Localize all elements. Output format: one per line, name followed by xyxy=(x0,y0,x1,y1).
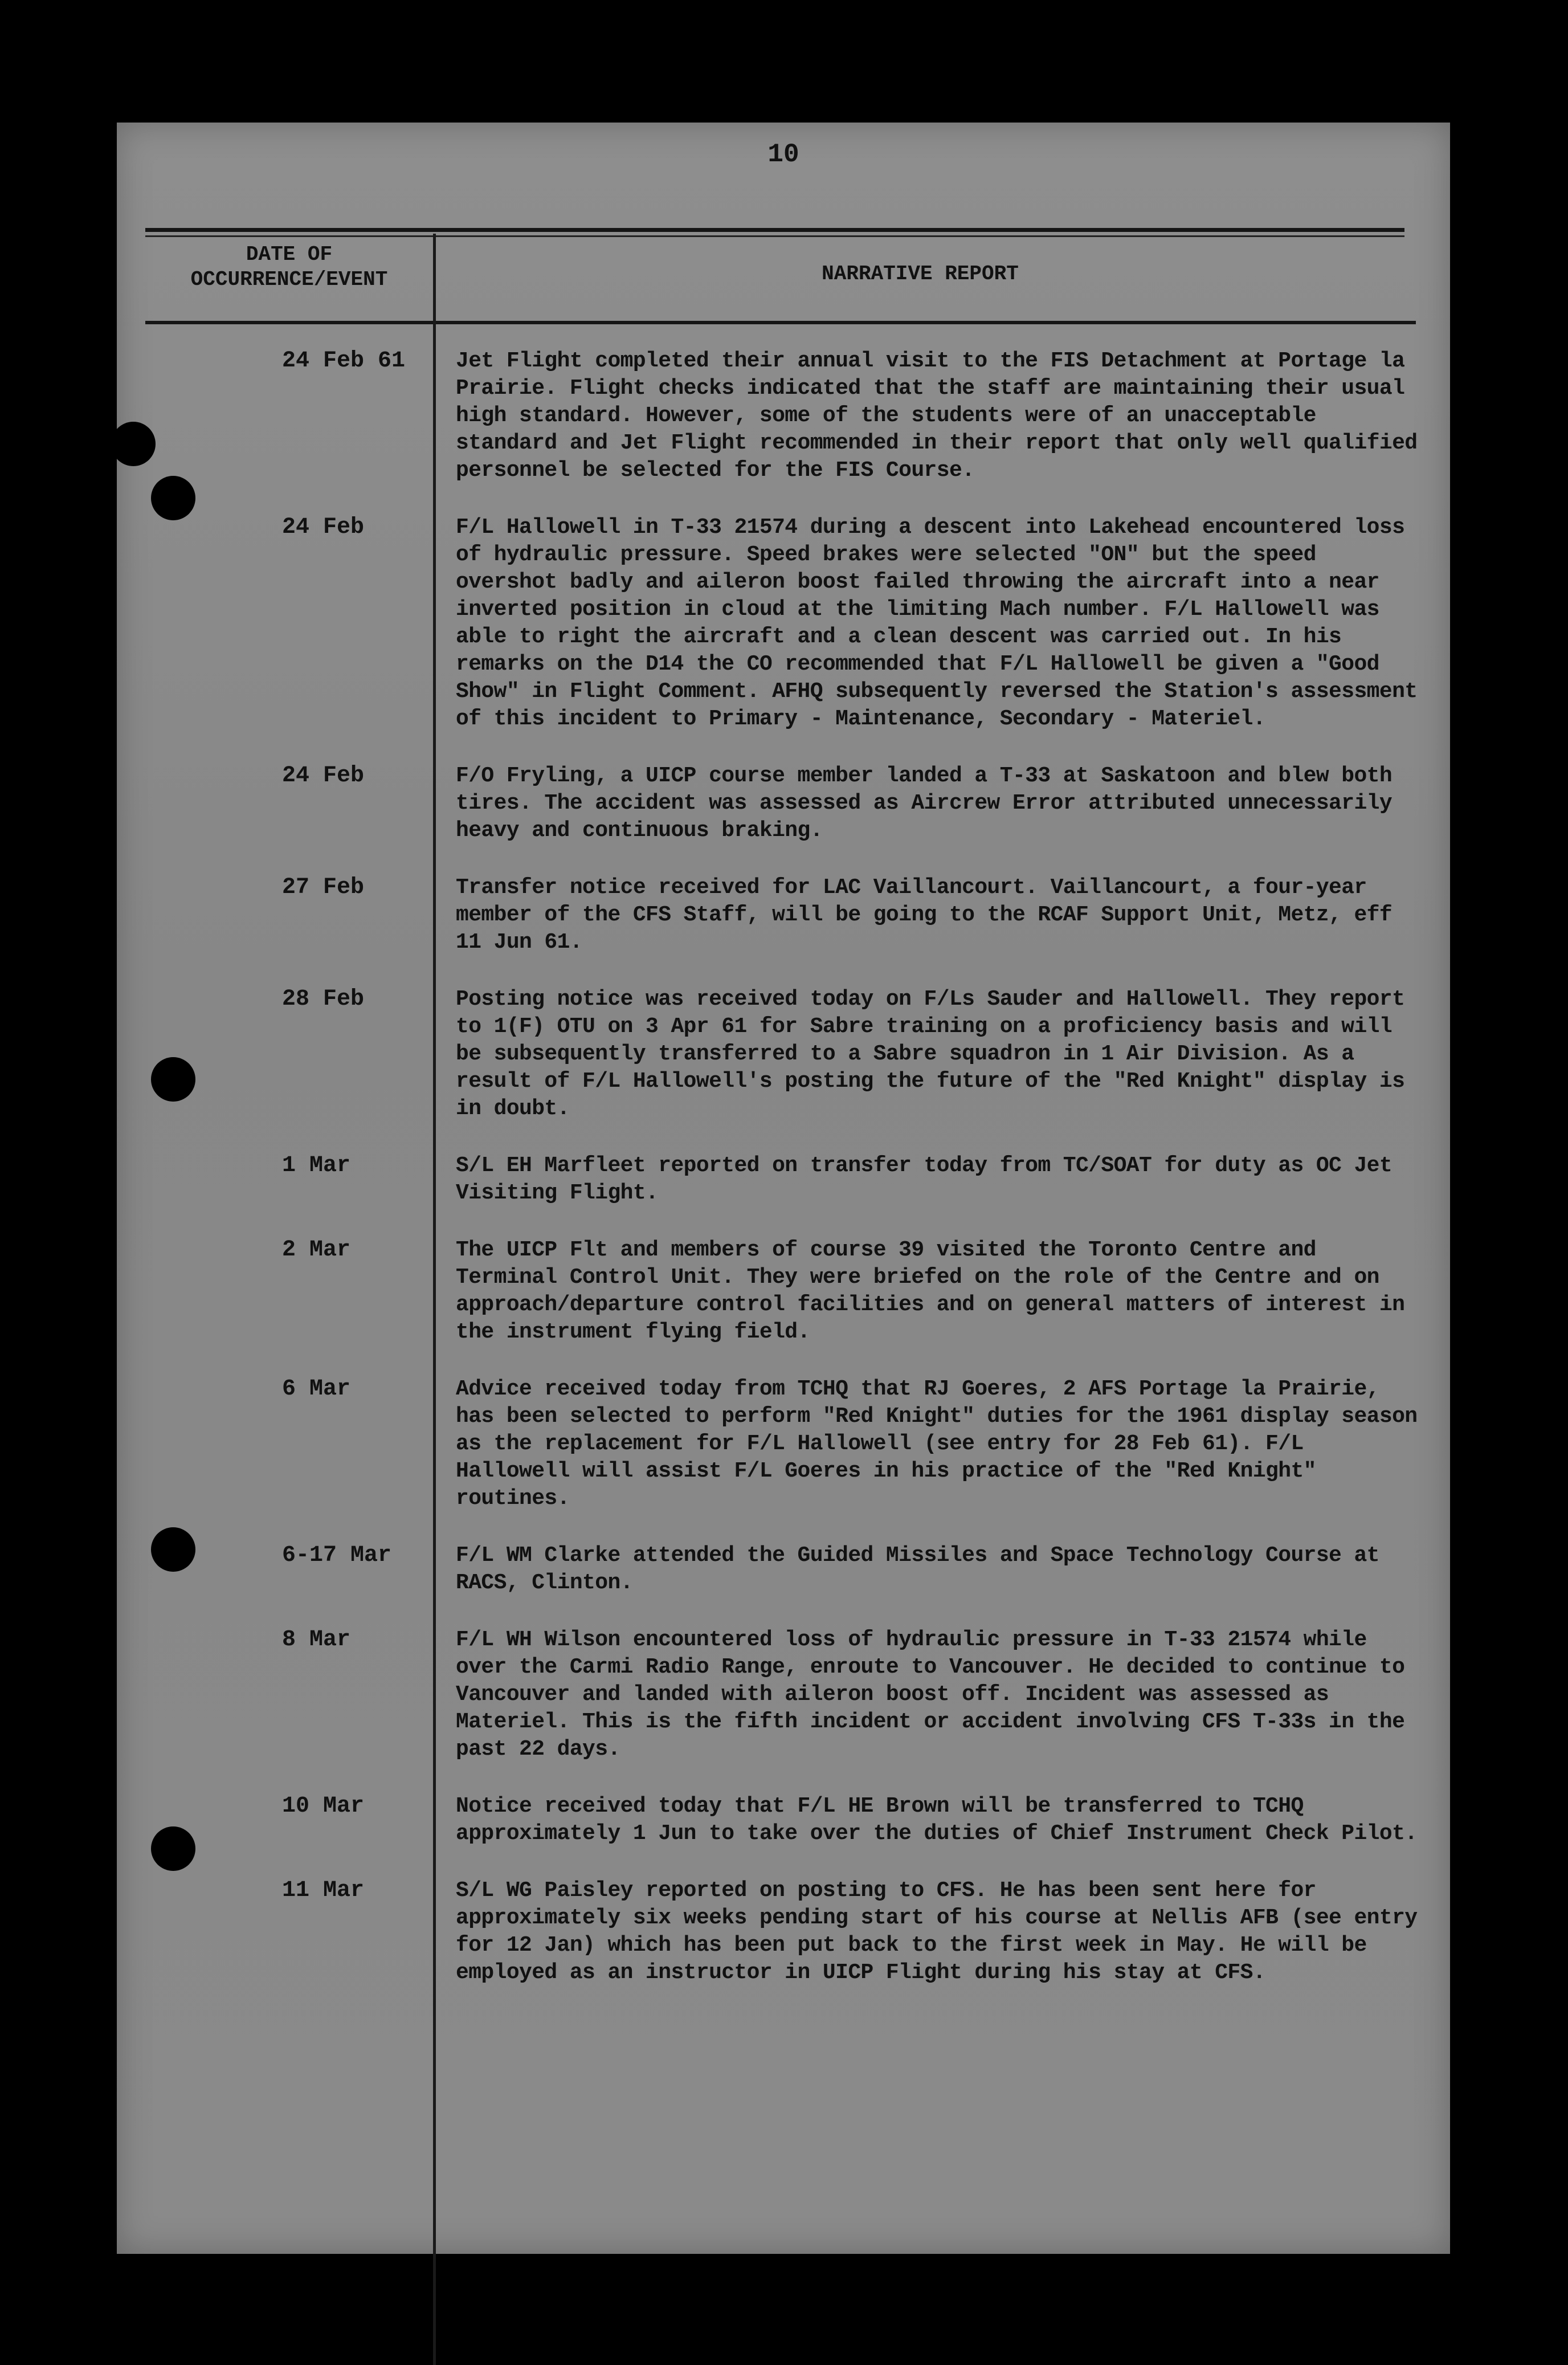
entry-text: S/L WG Paisley reported on posting to CFS. He has been sent here for approximately six weeks pending start of his course at Nellis AFB (see entry for 12 Jan) which has been put back to the first week in May. He will be employed as an instructor in UICP Flight during his stay at CFS. xyxy=(456,1878,1418,1985)
entry xyxy=(117,514,1450,733)
entry-date: 6 Mar xyxy=(282,1376,351,1402)
entry-text: Advice received today from TCHQ that RJ Goeres, 2 AFS Portage la Prairie, has been selected to perform "Red Knight" duties for the 1961 display season as the replacement for F/L Hallowell (see entry for 28 Feb 61). F/L Hallowell will assist F/L Goeres in his practice of the "Red Knight" routines. xyxy=(456,1377,1418,1511)
entry-date: 8 Mar xyxy=(282,1627,351,1653)
entry-text: Transfer notice received for LAC Vaillancourt. Vaillancourt, a four-year member of the CFS Staff, will be going to the RCAF Support Unit, Metz, eff 11 Jun 61. xyxy=(456,875,1393,955)
entry-date: 10 Mar xyxy=(282,1793,365,1819)
punch-hole xyxy=(151,1527,195,1572)
date-column-header-line2: OCCURRENCE/EVENT xyxy=(190,268,388,291)
entry-date: 24 Feb 61 xyxy=(282,348,406,374)
entry xyxy=(117,874,1450,956)
header-top-rule xyxy=(145,228,1404,232)
entry xyxy=(117,1877,1450,1987)
entry xyxy=(117,1626,1450,1763)
entry-date: 2 Mar xyxy=(282,1237,351,1263)
entry-date: 11 Mar xyxy=(282,1878,365,1903)
entry xyxy=(117,1152,1450,1207)
punch-hole xyxy=(151,476,195,520)
entry-text: F/L WH Wilson encountered loss of hydraulic pressure in T-33 21574 while over the Carmi Radio Range, enroute to Vancouver. He decided to continue to Vancouver and landed with aileron boost off. Incident was assessed as Materiel. This is the fifth incident or accident involving CFS T-33s in the past 22 days. xyxy=(456,1628,1405,1761)
entry-text: Jet Flight completed their annual visit to the FIS Detachment at Portage la Prairie. Flight checks indicated that the staff are maintaining their usual high standard. However, some of the students were of an unacceptable standard and Jet Flight recommended in their report that only well qualified personnel be selected for the FIS Course. xyxy=(456,349,1418,483)
entry-date: 28 Feb xyxy=(282,986,365,1012)
narrative-column-header: NARRATIVE REPORT xyxy=(822,262,1019,286)
punch-hole xyxy=(151,1057,195,1102)
date-column-header-line1: DATE OF xyxy=(246,243,333,266)
document-page xyxy=(117,123,1450,2254)
entry-date: 6-17 Mar xyxy=(282,1543,392,1568)
date-column-header xyxy=(145,242,433,292)
punch-hole xyxy=(151,1826,195,1871)
entry-date: 27 Feb xyxy=(282,875,365,900)
page-number: 10 xyxy=(767,140,799,169)
entry xyxy=(117,1376,1450,1512)
entry xyxy=(117,762,1450,845)
entry xyxy=(117,1793,1450,1848)
entry-date: 24 Feb xyxy=(282,763,365,789)
entry xyxy=(117,986,1450,1123)
entry-text: Posting notice was received today on F/Ls Sauder and Hallowell. They report to 1(F) OTU on 3 Apr 61 for Sabre training on a proficiency basis and will be subsequently transferred to a Sabre squadron in 1 Air Division. As a result of F/L Hallowell's posting the future of the "Red Knight" display is in doubt. xyxy=(456,987,1405,1121)
entry-text: F/L Hallowell in T-33 21574 during a descent into Lakehead encountered loss of hydraulic pressure. Speed brakes were selected "ON" but the speed overshot badly and aileron boost failed throwing the aircraft into a near inverted position in cloud at the limiting Mach number. F/L Hallowell was able to right the aircraft and a clean descent was carried out. In his remarks on the D14 the CO recommended that F/L Hallowell be given a "Good Show" in Flight Comment. AFHQ subsequently reversed the Station's assessment of this incident to Primary - Maintenance, Secondary - Materiel. xyxy=(456,515,1418,731)
entry xyxy=(117,348,1450,484)
header-bottom-rule xyxy=(145,321,1416,324)
entry-date: 24 Feb xyxy=(282,515,365,540)
entry-text: Notice received today that F/L HE Brown will be transferred to TCHQ approximately 1 Jun to take over the duties of Chief Instrument Check Pilot. xyxy=(456,1794,1418,1846)
entry-date: 1 Mar xyxy=(282,1153,351,1179)
entry-text: The UICP Flt and members of course 39 visited the Toronto Centre and Terminal Control Unit. They were briefed on the role of the Centre and on approach/departure control facilities and on general matters of interest in the instrument flying field. xyxy=(456,1238,1405,1344)
entry-text: F/O Fryling, a UICP course member landed a T-33 at Saskatoon and blew both tires. The accident was assessed as Aircrew Error attributed unnecessarily heavy and continuous braking. xyxy=(456,764,1393,843)
entry xyxy=(117,1542,1450,1597)
entry xyxy=(117,1237,1450,1346)
punch-hole xyxy=(111,422,156,466)
entries-list xyxy=(117,348,1450,2016)
entry-text: S/L EH Marfleet reported on transfer today from TC/SOAT for duty as OC Jet Visiting Flight. xyxy=(456,1153,1393,1205)
header-top-rule-secondary xyxy=(145,235,1404,237)
entry-text: F/L WM Clarke attended the Guided Missiles and Space Technology Course at RACS, Clinton. xyxy=(456,1543,1379,1595)
